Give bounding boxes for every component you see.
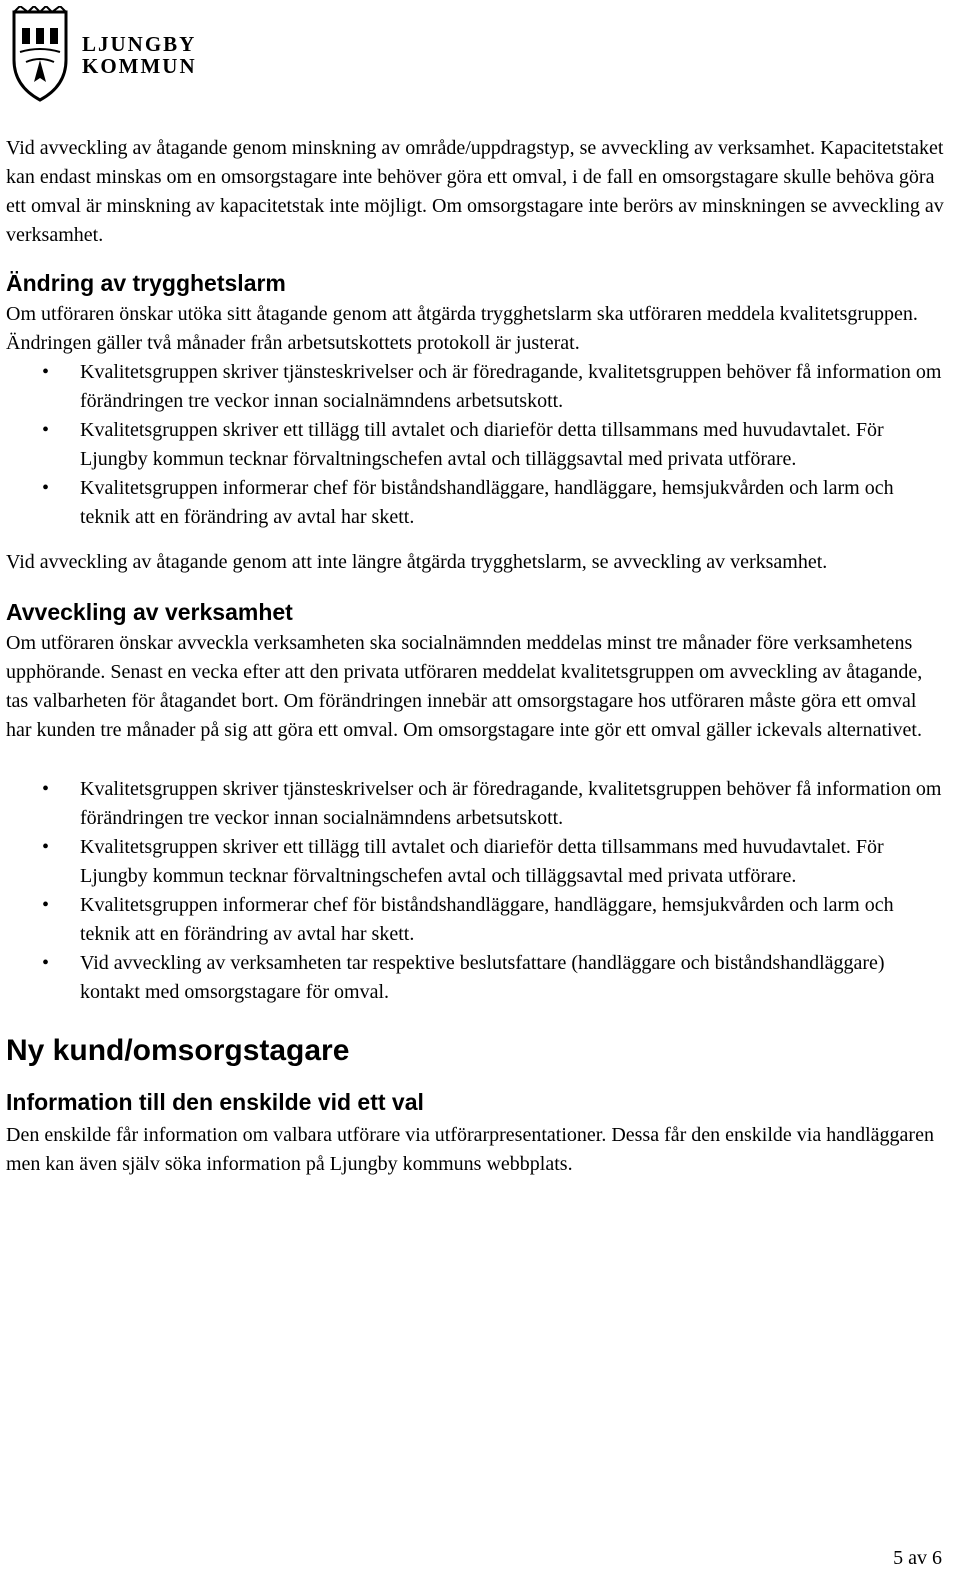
header-logo	[8, 6, 197, 104]
section-heading-avveckling: Avveckling av verksamhet	[6, 599, 293, 625]
section3-paragraph: Den enskilde får information om valbara utförare via utförarpresentationer. Dessa får den enskilde via handläggaren men kan även själv söka information på Ljungby kommuns webbplats.	[6, 1124, 934, 1175]
section1-paragraph: Om utföraren önskar utöka sitt åtagande genom att åtgärda trygghetslarm ska utföraren meddela kvalitetsgruppen. Ändringen gäller två månader från arbetsutskottets protokoll är justerat.	[6, 303, 918, 354]
logo-line-2: KOMMUN	[82, 54, 197, 78]
page-number: 5 av 6	[893, 1547, 942, 1569]
intro-paragraph: Vid avveckling av åtagande genom minskning av område/uppdragstyp, se avveckling av verksamhet. Kapacitetstaket kan endast minskas om en omsorgstagare inte behöver göra ett omval, i de fall en omsorgstagare skulle behöva göra ett omval är minskning av kapacitetstak inte möjligt. Om omsorgstagare inte berörs av minskningen se avveckling av verksamhet.	[6, 137, 944, 246]
section2-bullet-list	[6, 775, 946, 1007]
subheading-information: Information till den enskilde vid ett val	[6, 1089, 424, 1115]
list-item: • Kvalitetsgruppen informerar chef för biståndshandläggare, handläggare, hemsjukvården och larm och teknik att en förändring av avtal har skett.	[6, 474, 946, 532]
section1-paragraph-2: Vid avveckling av åtagande genom att inte längre åtgärda trygghetslarm, se avveckling av verksamhet.	[6, 551, 828, 573]
logo-text	[82, 33, 197, 77]
list-item: • Kvalitetsgruppen skriver tjänsteskrivelser och är föredragande, kvalitetsgruppen behöver få information om förändringen tre veckor innan socialnämndens arbetsutskott.	[6, 358, 946, 416]
list-item: • Kvalitetsgruppen skriver ett tillägg till avtalet och diarieför detta tillsammans med huvudavtalet. För Ljungby kommun tecknar förvaltningschefen avtal och tilläggsavtal med privata utförare.	[6, 833, 946, 891]
list-item: • Kvalitetsgruppen informerar chef för biståndshandläggare, handläggare, hemsjukvården och larm och teknik att en förändring av avtal har skett.	[6, 891, 946, 949]
section1-bullet-list	[6, 358, 946, 532]
coat-of-arms-icon	[8, 6, 72, 104]
list-item: • Kvalitetsgruppen skriver tjänsteskrivelser och är föredragande, kvalitetsgruppen behöver få information om förändringen tre veckor innan socialnämndens arbetsutskott.	[6, 775, 946, 833]
list-item: • Vid avveckling av verksamheten tar respektive beslutsfattare (handläggare och biståndshandläggare) kontakt med omsorgstagare för omval.	[6, 949, 946, 1007]
logo-line-1: LJUNGBY	[82, 32, 197, 56]
section-heading-ny-kund: Ny kund/omsorgstagare	[6, 1034, 350, 1067]
document-body	[6, 134, 946, 1179]
section-heading-trygghetslarm: Ändring av trygghetslarm	[6, 270, 286, 296]
list-item: • Kvalitetsgruppen skriver ett tillägg till avtalet och diarieför detta tillsammans med huvudavtalet. För Ljungby kommun tecknar förvaltningschefen avtal och tilläggsavtal med privata utförare.	[6, 416, 946, 474]
section2-paragraph: Om utföraren önskar avveckla verksamheten ska socialnämnden meddelas minst tre månader före verksamhetens upphörande. Senast en vecka efter att den privata utföraren meddelat kvalitetsgruppen om avveckling av åtagande, tas valbarheten för åtagandet bort. Om förändringen innebär att omsorgstagare hos utföraren måste göra ett omval har kunden tre månader på sig att göra ett omval. Om omsorgstagare inte gör ett omval gäller ickevals alternativet.	[6, 632, 923, 741]
